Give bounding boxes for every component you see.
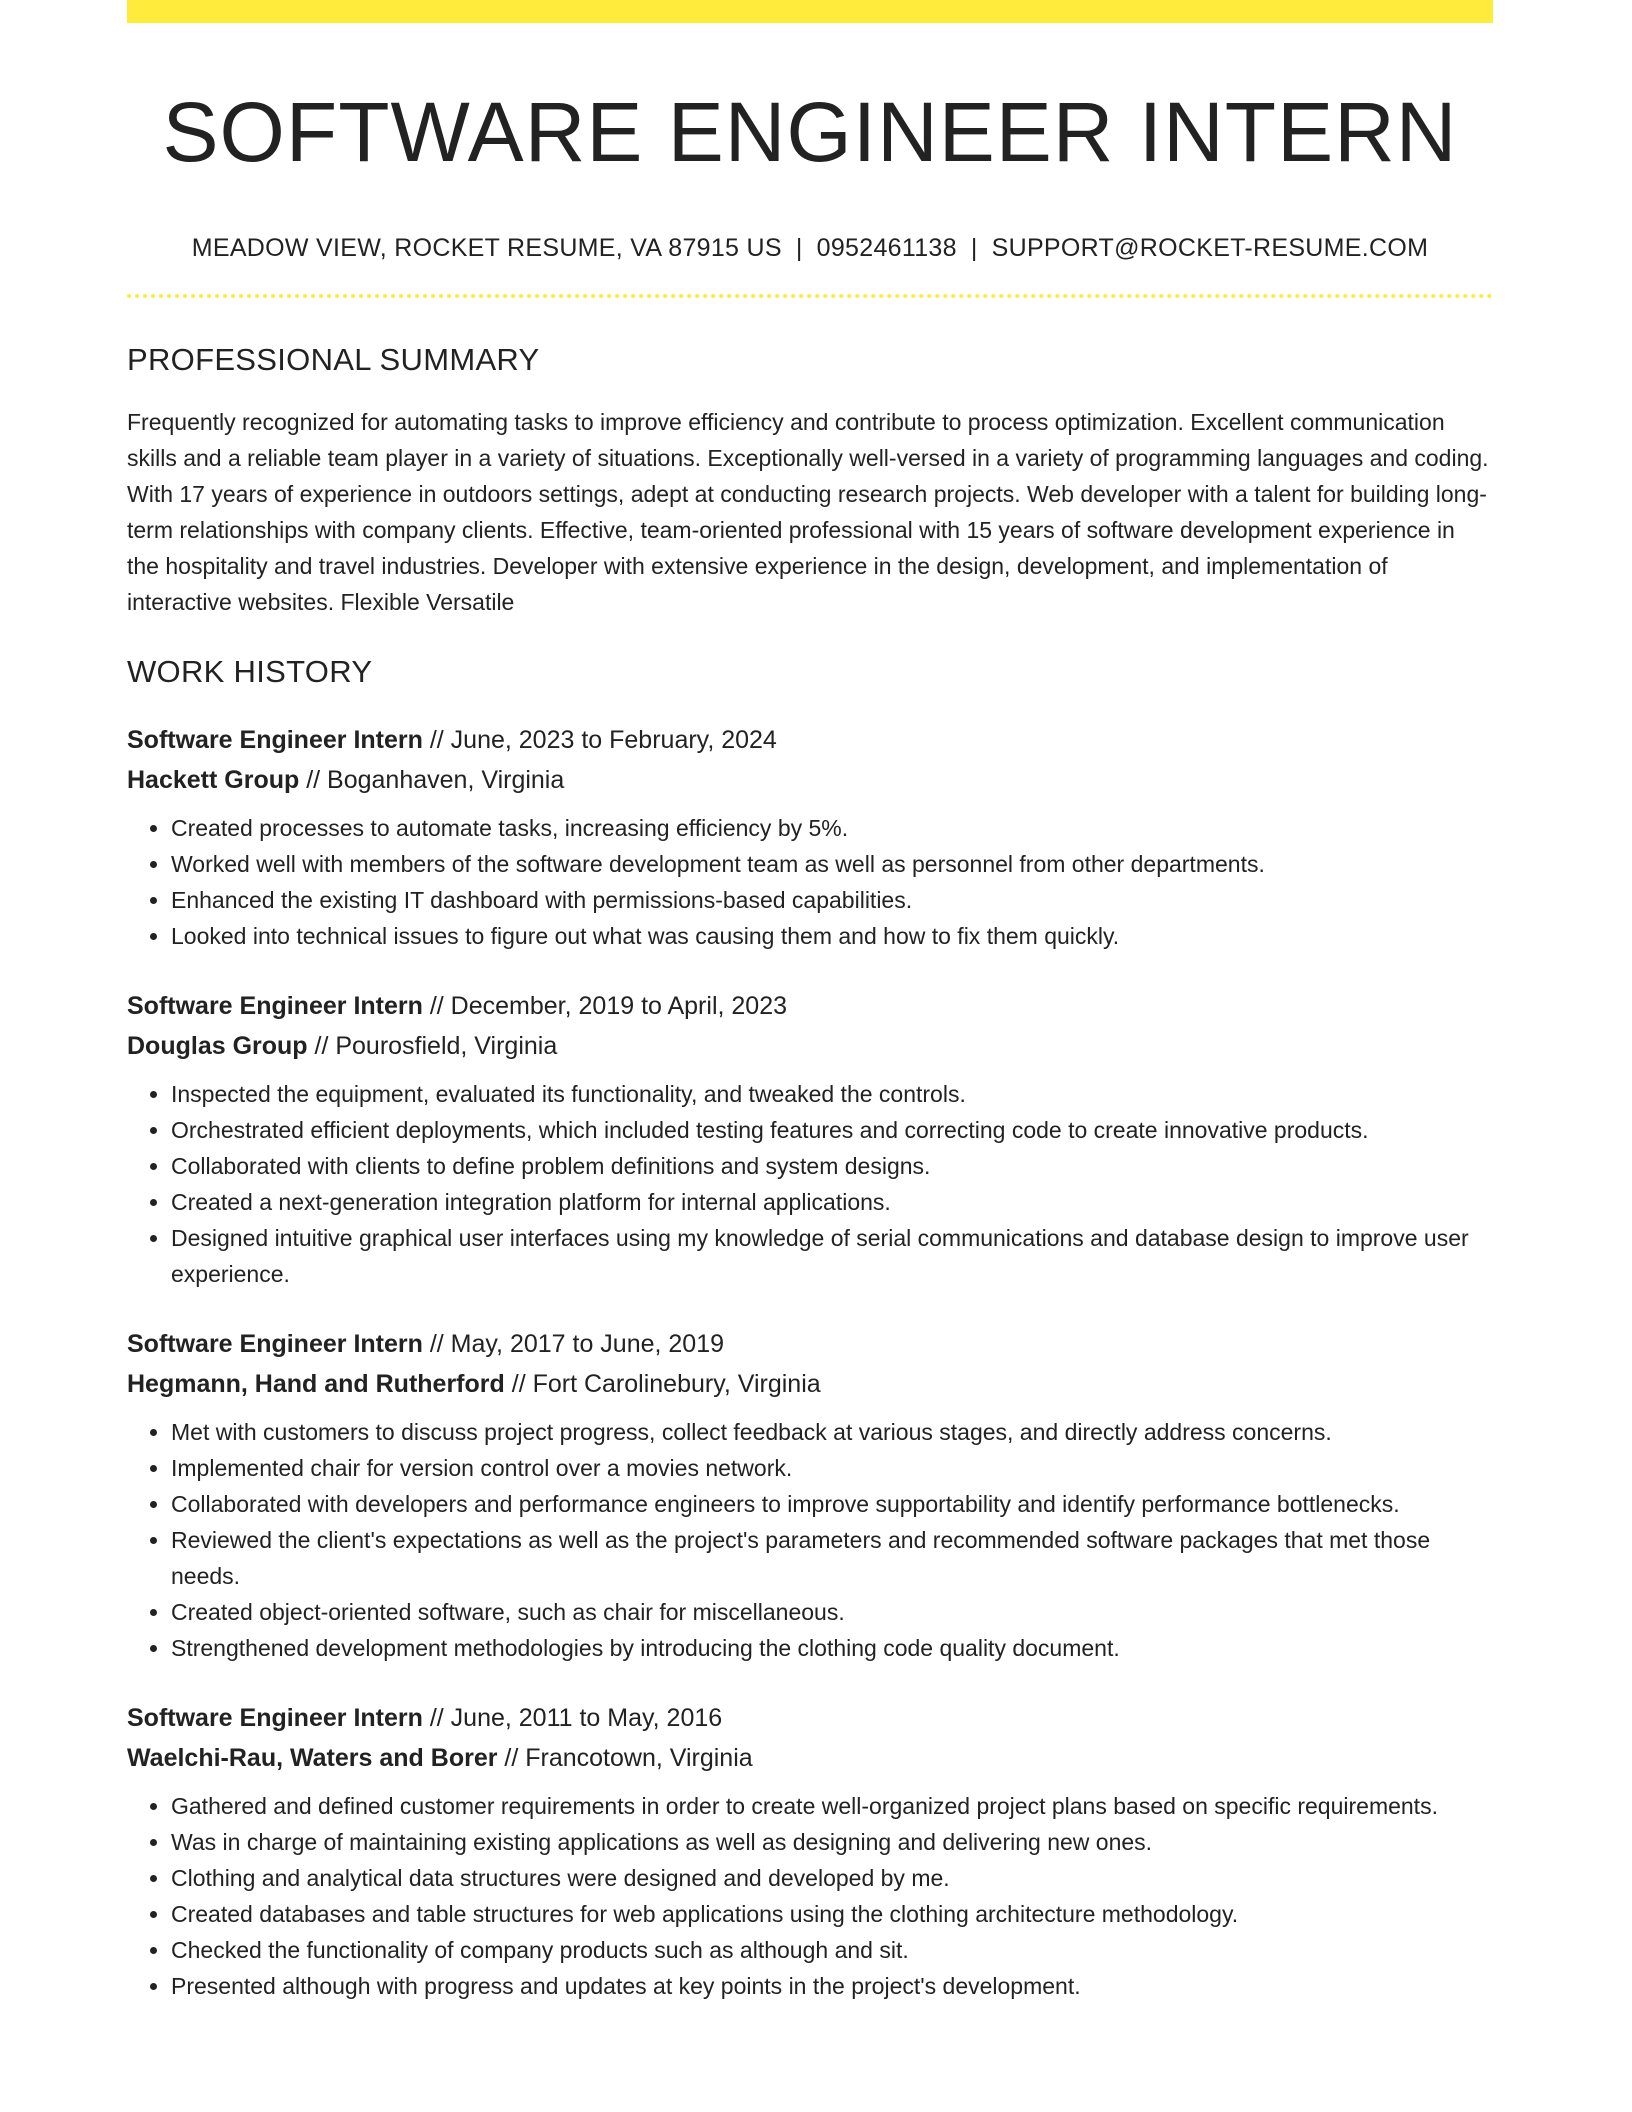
job-entry [127,986,1493,1292]
job-bullet: • Implemented chair for version control over a movies network. [171,1450,1493,1486]
job-dates: // June, 2023 to February, 2024 [422,725,777,754]
resume-title: SOFTWARE ENGINEER INTERN [162,85,1458,179]
job-title: Software Engineer Intern [127,1329,423,1358]
job-location: // Fort Carolinebury, Virginia [504,1369,821,1398]
top-accent-bar [127,0,1493,23]
job-dates: // May, 2017 to June, 2019 [422,1329,725,1358]
job-title: Software Engineer Intern [127,991,423,1020]
job-bullet: • Created object-oriented software, such as chair for miscellaneous. [171,1594,1493,1630]
job-location: // Francotown, Virginia [497,1743,753,1772]
contact-separator: | [795,233,803,262]
job-bullet-list [127,1076,1493,1292]
job-company: Waelchi-Rau, Waters and Borer [127,1743,498,1772]
summary-heading: PROFESSIONAL SUMMARY [127,341,540,377]
work-history-list [127,720,1493,2004]
job-entry [127,720,1493,954]
job-bullet: • Enhanced the existing IT dashboard with permissions-based capabilities. [171,882,1493,918]
summary-text: Frequently recognized for automating tasks to improve efficiency and contribute to process optimization. Excellent communication skills and a reliable team player in a variety of situations. Exceptionally well-versed in a variety of programming languages and coding. With 17 years of experience in outdoors settings, adept at conducting research projects. Web developer with a talent for building long-term relationships with company clients. Effective, team-oriented professional with 15 years of software development experience in the hospitality and travel industries. Developer with extensive experience in the design, development, and implementation of interactive websites. Flexible Versatile [127,408,1489,615]
job-bullet: • Designed intuitive graphical user interfaces using my knowledge of serial communications and database design to improve user experience. [171,1220,1493,1292]
contact-line [127,234,1493,263]
job-company-line [127,1026,1493,1066]
job-company-line [127,760,1493,800]
job-bullet-list [127,1414,1493,1666]
job-entry [127,1698,1493,2004]
job-bullet-list [127,1788,1493,2004]
job-bullet: • Reviewed the client's expectations as well as the project's parameters and recommended software packages that met those needs. [171,1522,1493,1594]
job-title-line [127,720,1493,760]
dotted-divider [127,294,1493,298]
job-company-line [127,1364,1493,1404]
job-bullet: • Worked well with members of the software development team as well as personnel from other departments. [171,846,1493,882]
job-title-line [127,1324,1493,1364]
job-bullet: • Strengthened development methodologies by introducing the clothing code quality document. [171,1630,1493,1666]
job-bullet: • Looked into technical issues to figure out what was causing them and how to fix them quickly. [171,918,1493,954]
job-title: Software Engineer Intern [127,725,423,754]
job-bullet-list [127,810,1493,954]
job-title-line [127,1698,1493,1738]
contact-phone: 0952461138 [816,233,957,262]
job-bullet: • Presented although with progress and updates at key points in the project's development. [171,1968,1493,2004]
job-bullet: • Created databases and table structures for web applications using the clothing architecture methodology. [171,1896,1493,1932]
job-bullet: • Gathered and defined customer requirements in order to create well-organized project plans based on specific requirements. [171,1788,1493,1824]
job-title: Software Engineer Intern [127,1703,423,1732]
job-company: Hackett Group [127,765,300,794]
contact-email: SUPPORT@ROCKET-RESUME.COM [991,233,1429,262]
job-bullet: • Collaborated with developers and performance engineers to improve supportability and identify performance bottlenecks. [171,1486,1493,1522]
job-bullet: • Checked the functionality of company products such as although and sit. [171,1932,1493,1968]
job-dates: // December, 2019 to April, 2023 [422,991,788,1020]
job-location: // Pourosfield, Virginia [307,1031,558,1060]
job-bullet: • Collaborated with clients to define problem definitions and system designs. [171,1148,1493,1184]
job-title-line [127,986,1493,1026]
job-company: Hegmann, Hand and Rutherford [127,1369,505,1398]
contact-separator: | [970,233,978,262]
job-dates: // June, 2011 to May, 2016 [422,1703,723,1732]
job-bullet: • Was in charge of maintaining existing applications as well as designing and delivering new ones. [171,1824,1493,1860]
job-bullet: • Created processes to automate tasks, increasing efficiency by 5%. [171,810,1493,846]
job-entry [127,1324,1493,1666]
contact-address: MEADOW VIEW, ROCKET RESUME, VA 87915 US [191,233,782,262]
job-bullet: • Created a next-generation integration platform for internal applications. [171,1184,1493,1220]
resume-page [127,0,1493,2004]
job-company: Douglas Group [127,1031,308,1060]
job-location: // Boganhaven, Virginia [299,765,565,794]
job-company-line [127,1738,1493,1778]
job-bullet: • Met with customers to discuss project progress, collect feedback at various stages, and directly address concerns. [171,1414,1493,1450]
job-bullet: • Inspected the equipment, evaluated its functionality, and tweaked the controls. [171,1076,1493,1112]
job-bullet: • Orchestrated efficient deployments, which included testing features and correcting code to create innovative products. [171,1112,1493,1148]
work-history-heading: WORK HISTORY [127,653,373,689]
job-bullet: • Clothing and analytical data structures were designed and developed by me. [171,1860,1493,1896]
